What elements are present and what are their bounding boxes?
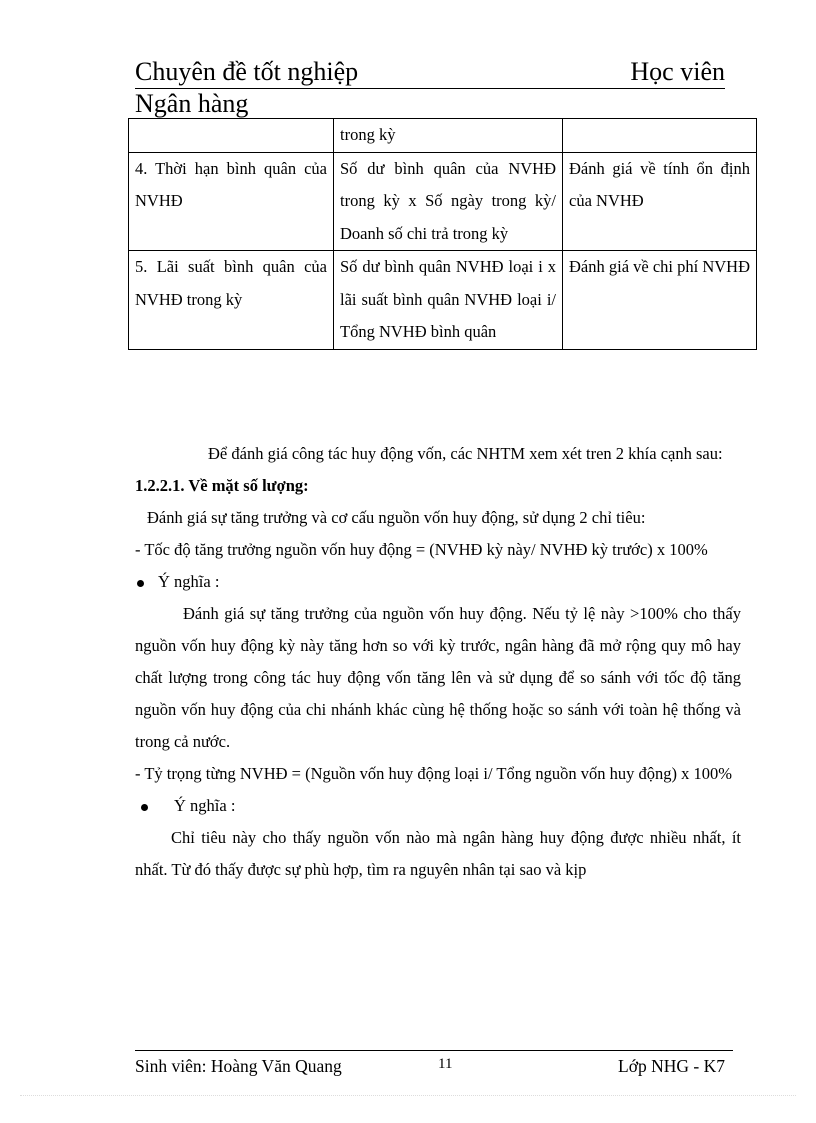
table-cell: 4. Thời hạn bình quân của NVHĐ xyxy=(129,152,334,251)
header-institution: Học viên xyxy=(630,57,725,86)
page-header xyxy=(135,56,725,89)
table-row xyxy=(129,119,757,153)
table-cell xyxy=(129,119,334,153)
criteria-table xyxy=(128,118,757,350)
body-text xyxy=(135,438,741,886)
page-number: 11 xyxy=(438,1056,453,1072)
bullet-icon xyxy=(137,580,144,587)
meaning-bullet xyxy=(135,790,741,822)
meaning-paragraph: Chỉ tiêu này cho thấy nguồn vốn nào mà ngân hàng huy động được nhiều nhất, ít nhất. Từ đó thấy được sự phù hợp, tìm ra nguyên nhân tại sao và kịp xyxy=(135,828,741,879)
meaning-bullet xyxy=(135,566,741,598)
section-lead: Đánh giá sự tăng trưởng và cơ cấu nguồn vốn huy động, sử dụng 2 chỉ tiêu: xyxy=(147,508,646,527)
header-title: Chuyên đề tốt nghiệp xyxy=(135,57,359,86)
header-institution-continued: Ngân hàng xyxy=(135,89,249,118)
table-cell: 5. Lãi suất bình quân của NVHĐ trong kỳ xyxy=(129,251,334,350)
meaning-paragraph: Đánh giá sự tăng trưởng của nguồn vốn huy động. Nếu tỷ lệ này >100% cho thấy nguồn vốn huy động kỳ này tăng hơn so với kỳ trước, ngân hàng đã mở rộng quy mô hay chất lượng trong công tác huy động vốn tăng lên và sử dụng để so sánh với tốc độ tăng nguồn vốn huy động của chi nhánh khác cùng hệ thống hoặc so sánh với toàn hệ thống và trong cả nước. xyxy=(135,604,741,751)
table-cell xyxy=(563,119,757,153)
table-cell: Số dư bình quân của NVHĐ trong kỳ x Số ngày trong kỳ/ Doanh số chi trả trong kỳ xyxy=(334,152,563,251)
section-heading: 1.2.2.1. Về mặt số lượng: xyxy=(135,476,309,495)
table-cell: Đánh giá về chi phí NVHĐ xyxy=(563,251,757,350)
footer-divider xyxy=(135,1050,733,1051)
page-edge xyxy=(20,1095,796,1096)
table-cell: Số dư bình quân NVHĐ loại i x lãi suất bình quân NVHĐ loại i/ Tổng NVHĐ bình quân xyxy=(334,251,563,350)
bullet-icon xyxy=(141,804,148,811)
table-row xyxy=(129,152,757,251)
meaning-label: Ý nghĩa : xyxy=(174,796,236,815)
meaning-label: Ý nghĩa : xyxy=(158,572,220,591)
table-cell: Đánh giá về tính ổn định của NVHĐ xyxy=(563,152,757,251)
criterion-growth-rate: - Tốc độ tăng trưởng nguồn vốn huy động = (NVHĐ kỳ này/ NVHĐ kỳ trước) x 100% xyxy=(135,540,708,559)
table-row xyxy=(129,251,757,350)
table-cell: trong kỳ xyxy=(334,119,563,153)
intro-paragraph: Để đánh giá công tác huy động vốn, các NHTM xem xét tren 2 khía cạnh sau: xyxy=(208,444,723,463)
footer-class: Lớp NHG - K7 xyxy=(618,1056,725,1076)
footer-student: Sinh viên: Hoàng Văn Quang xyxy=(135,1056,342,1076)
criterion-proportion: - Tỷ trọng từng NVHĐ = (Nguồn vốn huy động loại i/ Tổng nguồn vốn huy động) x 100% xyxy=(135,764,732,783)
